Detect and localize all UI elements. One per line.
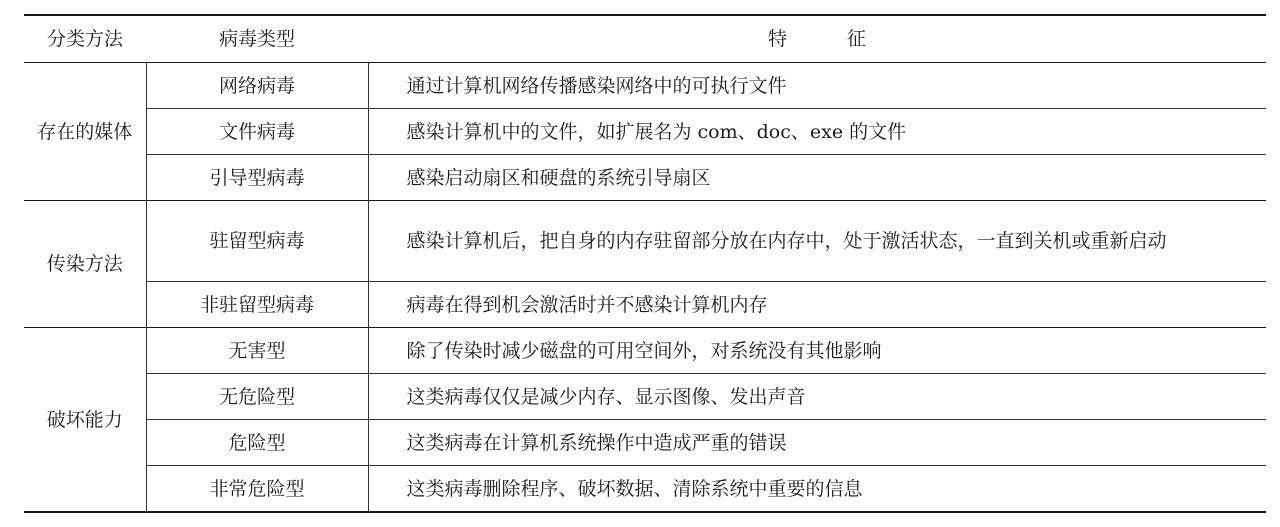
table-header	[24, 15, 1266, 63]
feature-cell: 感染计算机中的文件，如扩展名为 com、doc、exe 的文件	[368, 109, 1266, 155]
table-row	[24, 201, 1266, 282]
feature-cell: 这类病毒仅仅是减少内存、显示图像、发出声音	[368, 374, 1266, 420]
header-classification-method: 分类方法	[24, 15, 146, 63]
table-row	[24, 328, 1266, 374]
table-row	[24, 282, 1266, 328]
virus-type-cell: 网络病毒	[146, 63, 368, 109]
table-row	[24, 63, 1266, 109]
feature-cell: 这类病毒删除程序、破坏数据、清除系统中重要的信息	[368, 466, 1266, 513]
virus-type-cell: 驻留型病毒	[146, 201, 368, 282]
table-row	[24, 420, 1266, 466]
feature-cell: 感染启动扇区和硬盘的系统引导扇区	[368, 155, 1266, 201]
virus-type-cell: 文件病毒	[146, 109, 368, 155]
category-cell: 存在的媒体	[24, 63, 146, 201]
virus-type-cell: 非驻留型病毒	[146, 282, 368, 328]
feature-cell: 除了传染时减少磁盘的可用空间外，对系统没有其他影响	[368, 328, 1266, 374]
table-row	[24, 374, 1266, 420]
virus-type-cell: 非常危险型	[146, 466, 368, 513]
feature-cell: 感染计算机后，把自身的内存驻留部分放在内存中，处于激活状态，一直到关机或重新启动	[368, 201, 1266, 282]
feature-cell: 病毒在得到机会激活时并不感染计算机内存	[368, 282, 1266, 328]
virus-type-cell: 无害型	[146, 328, 368, 374]
virus-type-cell: 无危险型	[146, 374, 368, 420]
feature-cell: 这类病毒在计算机系统操作中造成严重的错误	[368, 420, 1266, 466]
table-row	[24, 109, 1266, 155]
category-cell: 传染方法	[24, 201, 146, 328]
header-row	[24, 15, 1266, 63]
virus-classification-table-container	[24, 14, 1266, 513]
table-row	[24, 155, 1266, 201]
header-feature: 特征	[368, 15, 1266, 63]
table-body	[24, 63, 1266, 513]
virus-classification-table	[24, 14, 1266, 513]
category-cell: 破坏能力	[24, 328, 146, 513]
header-virus-type: 病毒类型	[146, 15, 368, 63]
table-row	[24, 466, 1266, 513]
feature-cell: 通过计算机网络传播感染网络中的可执行文件	[406, 74, 787, 97]
virus-type-cell: 危险型	[146, 420, 368, 466]
virus-type-cell: 引导型病毒	[146, 155, 368, 201]
